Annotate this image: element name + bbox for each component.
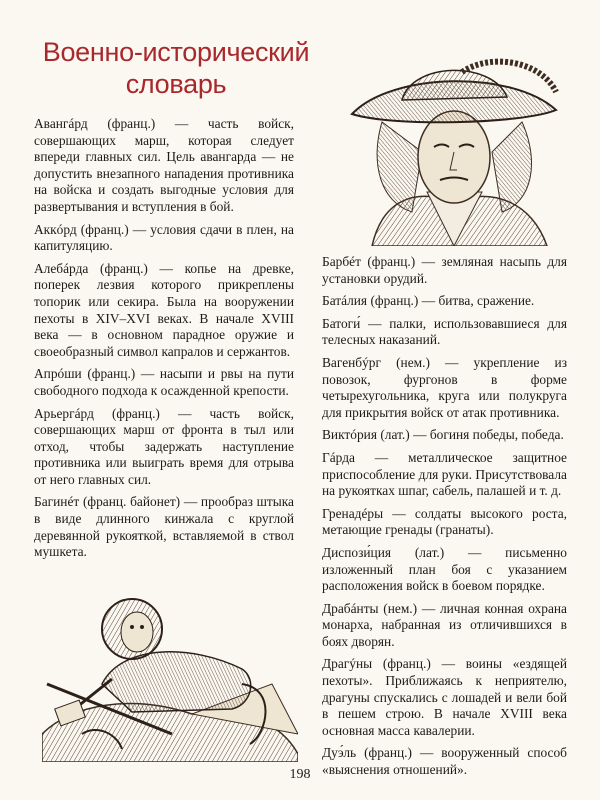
- entry-term: Гáрда: [322, 449, 355, 465]
- dictionary-entry: [322, 355, 567, 421]
- entry-term: Драбáнты: [322, 600, 379, 616]
- dictionary-entry: [34, 222, 294, 255]
- entry-term: Апрóши: [34, 366, 82, 382]
- dictionary-entry: [322, 656, 567, 739]
- dictionary-entry: [322, 316, 567, 349]
- dictionary-entry: [322, 545, 567, 595]
- entry-definition: (франц.) — насыпи и рвы на пути свободного подхода к осажденной крепости.: [34, 366, 294, 398]
- dictionary-entry: [322, 293, 567, 310]
- entry-definition: — металлическое защитное приспособление для руки. Присутствовала на рукоятках шпаг, сабель, палашей и т. д.: [322, 449, 567, 499]
- entry-term: Виктóрия: [322, 427, 377, 443]
- entry-definition: (франц.) — копье на древке, поперек лезвия которого прикреплены топорик или секира. Была на вооружении пехоты в XIV–XVI веках. В начале XVIII века — в основном парадное оружие и своеобразный символ капралов и сержантов.: [34, 260, 294, 359]
- dictionary-entry: [322, 506, 567, 539]
- entry-term: Батоги́: [322, 315, 361, 331]
- entry-definition: (франц.) — воины «ездящей пехоты». Приближаясь к неприятелю, драгуны спускались с лошадей и вели бой в пешем строю. В начале XVIII века основная масса кавалерии.: [322, 656, 567, 738]
- dictionary-entry: [322, 427, 567, 444]
- dictionary-entry: [34, 116, 294, 216]
- entry-term: Арьергáрд: [34, 405, 94, 421]
- entry-term: Барбéт: [322, 254, 361, 269]
- dictionary-entry: [34, 366, 294, 399]
- entry-definition: (франц.) — часть войск, совершающих марш, которая следует впереди главных сил. Цель авангарда — не допустить внезапного нападения противника на войска и создать выгодные условия для развертывания и вступления в бой.: [34, 116, 294, 214]
- entry-definition: (нем.) — личная конная охрана монарха, набранная из отличившихся в боях дворян.: [322, 600, 567, 649]
- dictionary-entry: [322, 450, 567, 500]
- entry-definition: (лат.) — богиня победы, победа.: [377, 427, 564, 443]
- dictionary-entry: [34, 261, 294, 361]
- entry-term: Батáлия: [322, 293, 368, 309]
- entry-term: Багинéт: [34, 494, 80, 510]
- entry-term: Алебáрда: [34, 260, 89, 276]
- entry-term: Гренадéры: [322, 505, 384, 521]
- entry-term: Драгýны: [322, 656, 373, 672]
- portrait-engraving: [342, 52, 566, 246]
- entry-term: Вагенбýрг: [322, 354, 381, 370]
- page-title: Военно-исторический словарь: [42, 37, 310, 99]
- entry-definition: (франц.) — часть войск, совершающих марш от фронта в тыл или отход, чтобы задержать наступление противника или выиграть время для отрыва от него главных сил.: [34, 405, 294, 487]
- page-number: 198: [289, 767, 311, 782]
- entry-definition: (нем.) — укрепление из повозок, фургонов в форме четырехугольника, круга или полукруга для прикрытия войск от атак противника.: [322, 354, 567, 420]
- entry-definition: (франц.) — битва, сражение.: [367, 293, 535, 309]
- dictionary-entry: [34, 406, 294, 489]
- entry-term: Диспози́ция: [322, 544, 392, 560]
- lion-engraving: [42, 584, 298, 762]
- entry-definition: (франц.) — условия сдачи в плен, на капитуляцию.: [34, 221, 294, 254]
- entry-definition: (франц. байонет) — прообраз штыка в виде длинного кинжала с круглой деревянной рукояткой, вставляемой в ствол мушкета.: [34, 494, 294, 560]
- right-column: [322, 254, 567, 785]
- entry-term: Авангáрд: [34, 116, 88, 131]
- dictionary-entry: [322, 254, 567, 287]
- entry-definition: (франц.) — вооруженный способ «выяснения отношений».: [322, 745, 567, 778]
- left-column: [34, 116, 294, 567]
- entry-term: Аккóрд: [34, 221, 77, 237]
- entry-definition: (франц.) — земляная насыпь для установки орудий.: [322, 254, 567, 286]
- entry-term: Дуэ́ль: [322, 745, 357, 761]
- dictionary-entry: [322, 601, 567, 651]
- entry-definition: — палки, использовавшиеся для телесных наказаний.: [322, 315, 567, 348]
- dictionary-entry: [34, 494, 294, 560]
- entry-definition: (лат.) — письменно изложенный план боя с указанием расположения войск в боевом порядке.: [322, 544, 567, 594]
- entry-definition: — солдаты высокого роста, метающие гренады (гранаты).: [322, 505, 567, 538]
